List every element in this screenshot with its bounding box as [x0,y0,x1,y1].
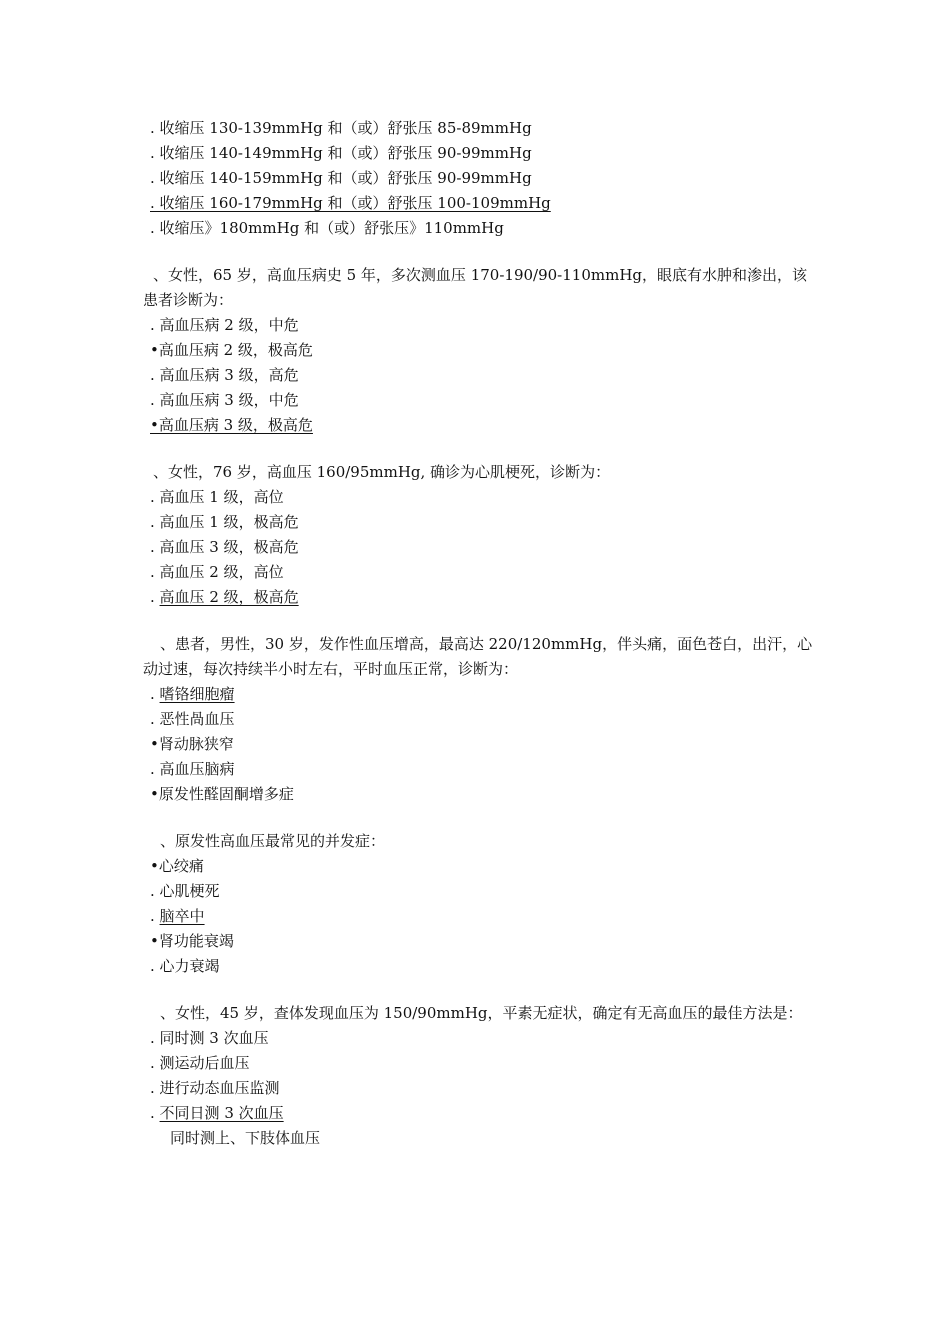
q4-option-a-answer [143,682,813,707]
document-content [143,116,813,1151]
q5-option-a: •心绞痛 [150,857,204,875]
q3-stem: 、女性，76 岁，高血压 160/95mmHg, 确诊为心肌梗死，诊断为： [153,463,611,481]
q4-answer-text: 嗜铬细胞瘤 [159,685,235,703]
q2-option-e-answer [143,413,813,438]
q1-option-e: . 收缩压》180mmHg 和（或）舒张压》110mmHg [150,219,504,237]
question-2 [143,263,813,438]
q5-option-e: . 心力衰竭 [150,957,220,975]
q2-option-d: . 高血压病 3 级，中危 [150,391,299,409]
q1-option-b: . 收缩压 140-149mmHg 和（或）舒张压 90-99mmHg [150,144,532,162]
question-3 [143,460,813,610]
q6-stem: 、女性，45 岁，查体发现血压为 150/90mmHg，平素无症状，确定有无高血压的最佳方法是： [160,1004,803,1022]
q3-option-c: . 高血压 3 级，极高危 [150,538,299,556]
q3-option-a: . 高血压 1 级，高位 [150,488,284,506]
q6-option-e: 同时测上、下肢体血压 [170,1129,321,1147]
q6-option-a: . 同时测 3 次血压 [150,1029,269,1047]
q3-option-d: . 高血压 2 级，高位 [150,563,284,581]
question-5 [143,829,813,979]
q6-answer-prefix: . [150,1104,160,1122]
q1-option-c: . 收缩压 140-159mmHg 和（或）舒张压 90-99mmHg [150,169,532,187]
q4-option-b: . 恶性咼血压 [150,710,235,728]
q3-answer-prefix: . [150,588,160,606]
q4-option-c: •肾动脉狭窄 [150,735,234,753]
q5-option-b: . 心肌梗死 [150,882,220,900]
q2-answer-text: •高血压病 3 级，极高危 [150,416,313,434]
q2-stem: 、女性，65 岁，高血压病史 5 年，多次测血压 170-190/90-110mmHg，眼底有水肿和渗出，该患者诊断为： [143,266,808,309]
q4-stem: 、患者，男性，30 岁，发作性血压增高，最高达 220/120mmHg，伴头痛，面色苍白，出汗，心动过速，每次持续半小时左右，平时血压正常，诊断为： [143,635,813,678]
q6-option-d-answer [143,1101,813,1126]
q6-answer-text: 不同日测 3 次血压 [159,1104,284,1122]
q5-stem: 、原发性高血压最常见的并发症： [160,832,386,850]
q6-option-b: . 测运动后血压 [150,1054,250,1072]
question-6 [143,1001,813,1151]
q4-answer-prefix: . [150,685,160,703]
q2-option-a: . 高血压病 2 级，中危 [150,316,299,334]
q1-option-d-answer: . 收缩压 160-179mmHg 和（或）舒张压 100-109mmHg [150,194,551,212]
q3-answer-text: 高血压 2 级，极高危 [159,588,299,606]
q3-option-b: . 高血压 1 级，极高危 [150,513,299,531]
q5-answer-prefix: . [150,907,160,925]
q5-answer-text: 脑卒中 [159,907,205,925]
q1-option-a: . 收缩压 130-139mmHg 和（或）舒张压 85-89mmHg [150,119,532,137]
q2-option-b: •高血压病 2 级，极高危 [150,341,313,359]
question-1 [143,116,813,241]
q5-option-c-answer [143,904,813,929]
q5-option-d: •肾功能衰竭 [150,932,234,950]
q6-option-c: . 进行动态血压监测 [150,1079,280,1097]
question-4 [143,632,813,807]
q4-option-d: . 高血压脑病 [150,760,235,778]
q3-option-e-answer [143,585,813,610]
q4-option-e: •原发性醛固酮增多症 [150,785,294,803]
q2-option-c: . 高血压病 3 级，高危 [150,366,299,384]
